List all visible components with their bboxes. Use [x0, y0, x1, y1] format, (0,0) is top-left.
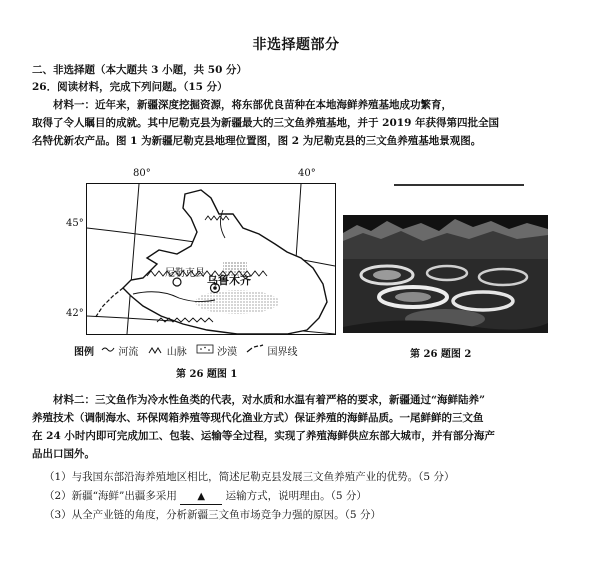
legend-title: 图例 [74, 347, 94, 358]
sub-question-3: （3）从全产业链的角度，分析新疆三文鱼市场竞争力强的原因。（5 分） [44, 509, 381, 521]
latitude-label-top: 45° [66, 218, 84, 229]
longitude-label-left: 80° [133, 168, 151, 179]
county-label: 尼勒克县 [165, 268, 205, 279]
material1-line-1: 材料一：近年来，新疆深度挖掘资源，将东部优良苗种在本地海鲜养殖基地成功繁育， [32, 99, 452, 111]
material1-line-2: 取得了令人瞩目的成就。其中尼勒克县为新疆最大的三文鱼养殖基地，并于 2019 年获得第四批全国 [32, 117, 500, 129]
figure2-caption: 第 26 题图 2 [410, 349, 472, 360]
map-drawing [87, 184, 335, 334]
meridian-line [127, 184, 139, 334]
border-line [95, 288, 123, 318]
border-symbol-icon [246, 344, 264, 354]
longitude-label-right: 40° [298, 168, 316, 179]
sub-question-2-prefix: （2）新疆“海鲜”出疆多采用 [44, 490, 177, 502]
legend-border: 国界线 [267, 347, 298, 358]
salmon-farm-photo [343, 215, 548, 333]
material2-line-2: 养殖技术（调制海水、环保网箱养殖等现代化渔业方式）保证养殖的海鲜品质。一尾鲜鲜的三文鱼 [32, 412, 484, 424]
legend-river: 河流 [118, 347, 139, 358]
material1-line-3: 名特优新农产品。图 1 为新疆尼勒克县地理位置图，图 2 为尼勒克县的三文鱼养殖基地景观图。 [32, 135, 482, 147]
sub-question-2 [44, 489, 367, 505]
material2-line-4: 品出口国外。 [32, 448, 95, 460]
page-title: 非选择题部分 [252, 37, 340, 53]
section-heading: 二、非选择题（本大题共 3 小题，共 50 分） [32, 64, 248, 76]
county-marker [173, 278, 181, 286]
sub-question-1: （1）与我国东部沿海养殖地区相比，简述尼勒克县发展三文鱼养殖产业的优势。（5 分） [44, 471, 455, 483]
mountain-symbol-icon [148, 344, 164, 354]
answer-blank[interactable]: ▲ [180, 490, 222, 505]
latitude-label-bottom: 42° [66, 308, 84, 319]
material2-line-1: 材料二：三文鱼作为冷水性鱼类的代表，对水质和水温有着严格的要求，新疆通过“海鲜陆养” [32, 394, 486, 406]
figure1-caption: 第 26 题图 1 [176, 369, 238, 380]
map-legend [74, 343, 298, 358]
sub-question-2-suffix: 运输方式，说明理由。（5 分） [225, 490, 367, 502]
desert-area [195, 290, 279, 314]
material2-line-3: 在 24 小时内即可完成加工、包装、运输等全过程，实现了养殖海鲜供应东部大城市，并有部分海产 [32, 430, 495, 442]
desert-symbol-icon [196, 344, 214, 354]
city-label: 乌鲁木齐 [207, 274, 251, 287]
river-symbol-icon [101, 344, 115, 354]
landscape-image [343, 215, 548, 333]
photo-top-rule [394, 184, 524, 186]
legend-mountain: 山脉 [166, 347, 187, 358]
question-heading: 26．阅读材料，完成下列问题。（15 分） [32, 81, 228, 93]
legend-desert: 沙漠 [217, 347, 238, 358]
location-map [86, 183, 336, 335]
